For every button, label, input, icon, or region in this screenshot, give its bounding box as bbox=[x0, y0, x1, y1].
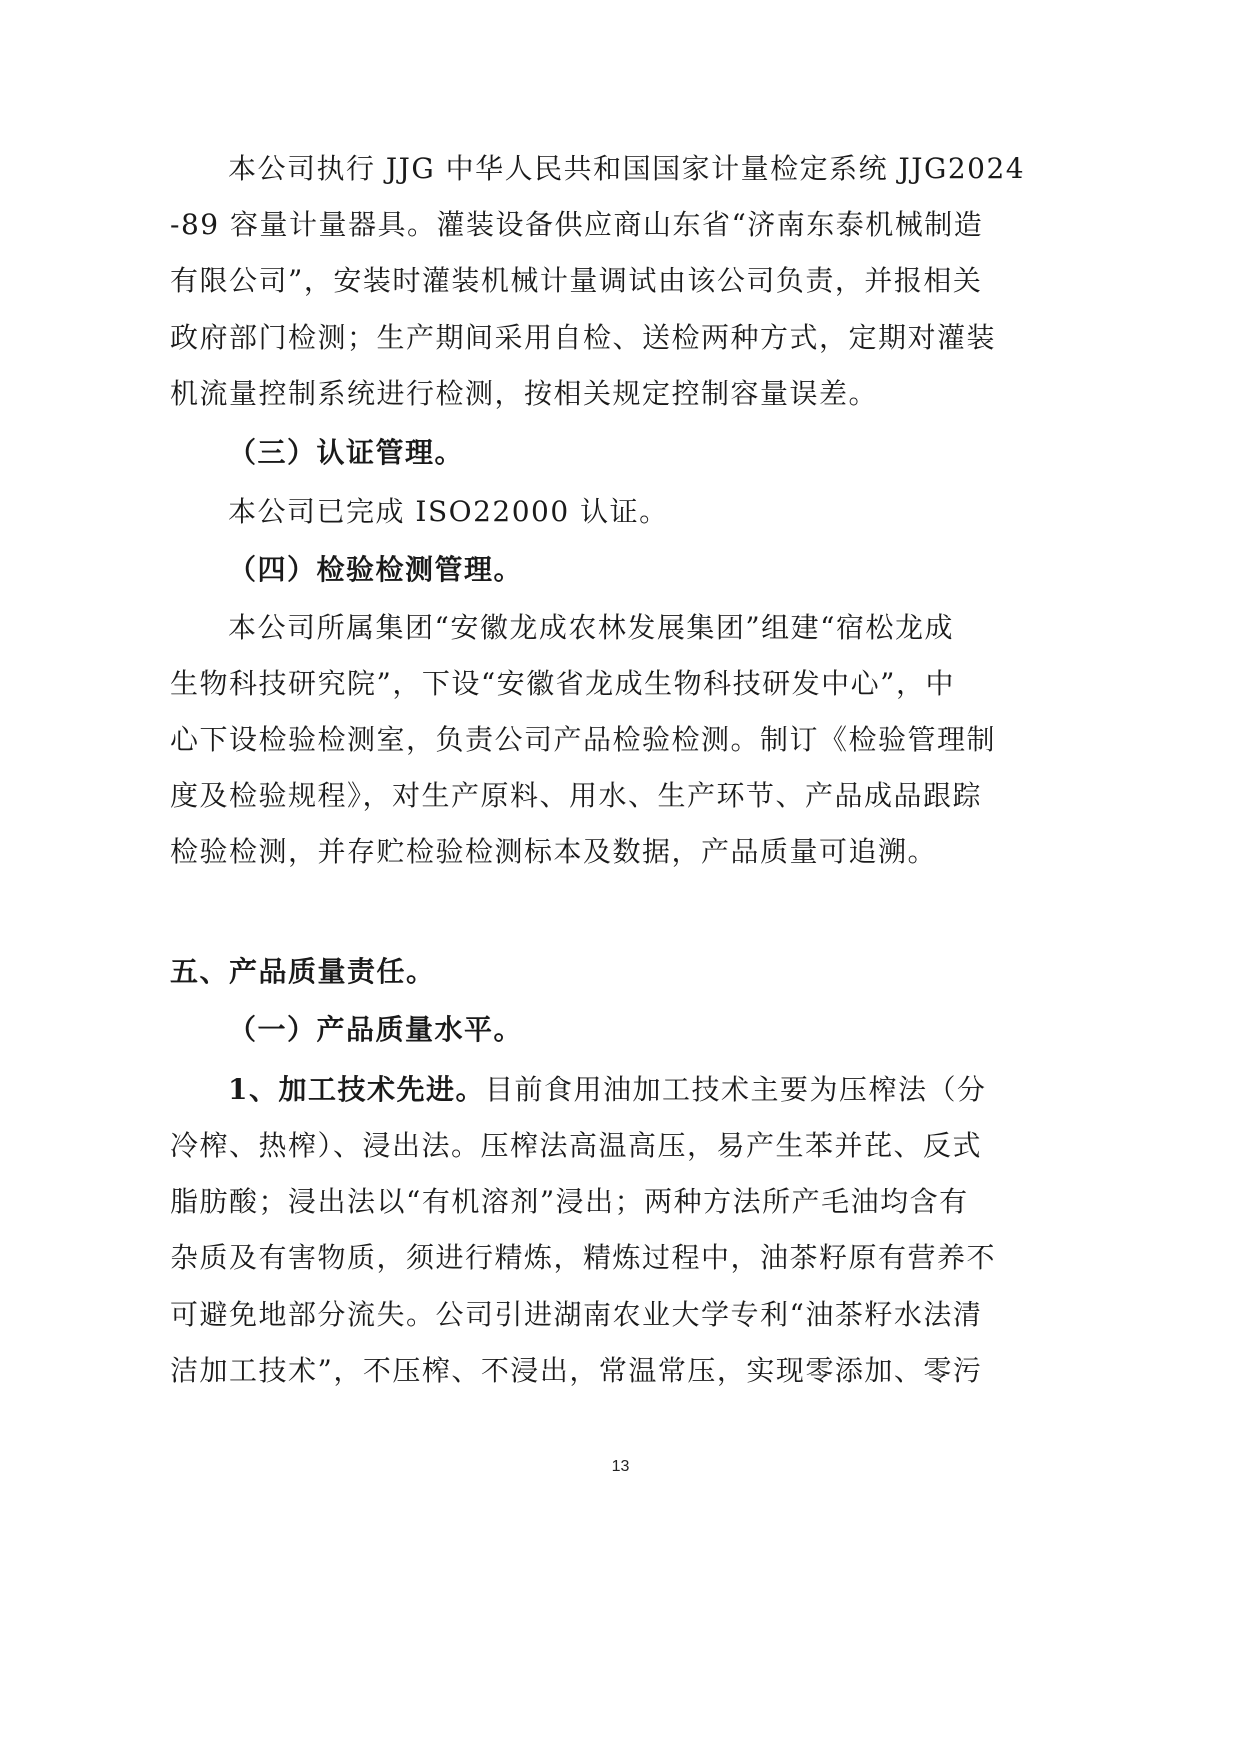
paragraph-line: 脂肪酸；浸出法以“有机溶剂”浸出；两种方法所产毛油均含有 bbox=[170, 1185, 969, 1218]
paragraph-line: -89 容量计量器具。灌装设备供应商山东省“济南东泰机械制造 bbox=[170, 208, 984, 241]
paragraph-line: 检验检测，并存贮检验检测标本及数据，产品质量可追溯。 bbox=[170, 835, 938, 868]
subsection-heading-certification: （三）认证管理。 bbox=[228, 436, 465, 469]
paragraph-text: 目前食用油加工技术主要为压榨法（分 bbox=[484, 1073, 987, 1106]
paragraph-line: 有限公司”，安装时灌装机械计量调试由该公司负责，并报相关 bbox=[170, 264, 983, 297]
paragraph-line: 杂质及有害物质，须进行精炼，精炼过程中，油茶籽原有营养不 bbox=[170, 1241, 997, 1274]
paragraph-line: 心下设检验检测室，负责公司产品检验检测。制订《检验管理制 bbox=[170, 723, 997, 756]
subsection-heading-inspection: （四）检验检测管理。 bbox=[228, 553, 524, 586]
paragraph-line bbox=[228, 1070, 987, 1110]
paragraph-line: 本公司执行 JJG 中华人民共和国国家计量检定系统 JJG2024 bbox=[228, 152, 1026, 185]
paragraph-line: 政府部门检测；生产期间采用自检、送检两种方式，定期对灌装 bbox=[170, 321, 997, 354]
page-number: 13 bbox=[611, 1458, 630, 1475]
paragraph-line: 冷榨、热榨）、浸出法。压榨法高温高压，易产生苯并芘、反式 bbox=[170, 1129, 983, 1162]
subsection-heading-quality-level: （一）产品质量水平。 bbox=[228, 1013, 524, 1046]
paragraph-line: 度及检验规程》，对生产原料、用水、生产环节、产品成品跟踪 bbox=[170, 779, 983, 812]
paragraph-line: 本公司所属集团“安徽龙成农林发展集团”组建“宿松龙成 bbox=[228, 611, 954, 644]
paragraph-line: 本公司已完成 ISO22000 认证。 bbox=[228, 495, 669, 528]
paragraph-line: 机流量控制系统进行检测，按相关规定控制容量误差。 bbox=[170, 377, 879, 410]
section-heading-product-quality-responsibility: 五、产品质量责任。 bbox=[170, 955, 436, 988]
paragraph-line: 可避免地部分流失。公司引进湖南农业大学专利“油茶籽水法清 bbox=[170, 1298, 983, 1331]
paragraph-line: 生物科技研究院”，下设“安徽省龙成生物科技研发中心”，中 bbox=[170, 667, 955, 700]
paragraph-lead: 1、加工技术先进。 bbox=[228, 1073, 485, 1106]
paragraph-line: 洁加工技术”，不压榨、不浸出，常温常压，实现零添加、零污 bbox=[170, 1354, 983, 1387]
